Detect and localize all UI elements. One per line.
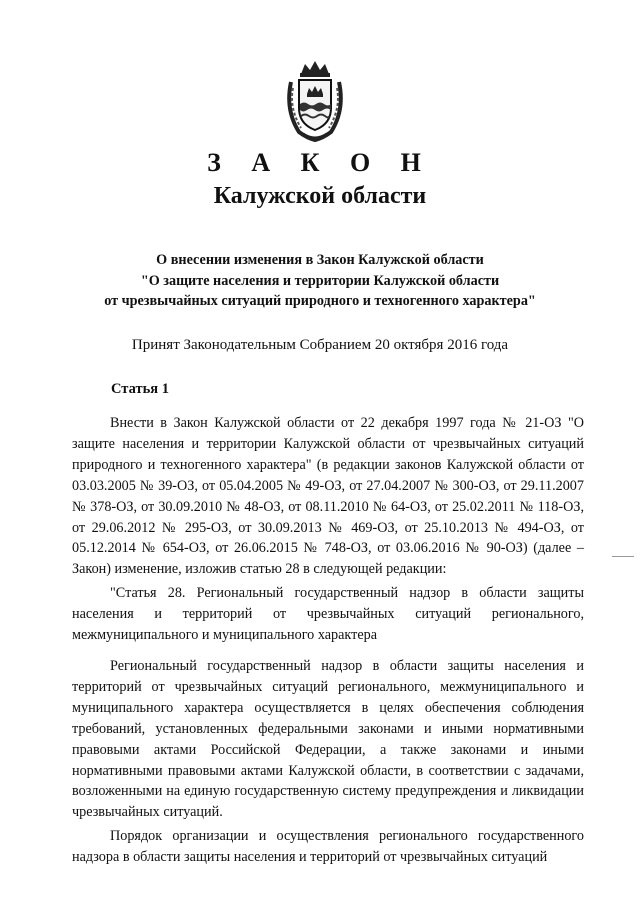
article-heading: Статья 1: [111, 381, 169, 397]
adoption-note: Принят Законодательным Собранием 20 октября 2016 года: [131, 337, 509, 353]
subject-line: от чрезвычайных ситуаций природного и техногенного характера": [104, 293, 536, 309]
subject-line: О внесении изменения в Закон Калужской области: [156, 252, 484, 268]
article-paragraph: Региональный государственный надзор в области защиты населения и территорий от чрезвычайных ситуаций регионального, межмуниципального и муниципального характера осуществляется в целях обеспечения соблюдения требований, установленных федеральными законами и иными нормативными правовыми актами Российской Федерации, а также законами и иными нормативными правовыми актами Калужской области, в соответствии с задачами, возложенными на единую государственную систему предупреждения и ликвидации чрезвычайных ситуаций.: [72, 657, 584, 821]
law-subject: [0, 250, 640, 312]
subject-line: "О защите населения и территории Калужской области: [140, 272, 500, 289]
document-region: Калужской области: [213, 183, 427, 209]
article-paragraph: Внести в Закон Калужской области от 22 декабря 1997 года № 21-ОЗ "О защите населения и территории Калужской области от чрезвычайных ситуаций природного и техногенного характера" (в редакции законов Калужской области от 03.03.2005 № 39-ОЗ, от 05.04.2005 № 49-ОЗ, от 27.04.2007 № 300-ОЗ, от 29.11.2007 № 378-ОЗ, от 30.09.2010 № 48-ОЗ, от 08.11.2010 № 64-ОЗ, от 25.02.2011 № 118-ОЗ, от 29.06.2012 № 295-ОЗ, от 30.09.2013 № 469-ОЗ, от 25.10.2013 № 494-ОЗ, от 05.12.2014 № 654-ОЗ, от 26.06.2015 № 748-ОЗ, от 03.06.2016 № 90-ОЗ) (далее – Закон) изменение, изложив статью 28 в следующей редакции:: [72, 415, 584, 578]
article-body: [72, 413, 584, 871]
article-paragraph: "Статья 28. Региональный государственный надзор в области защиты населения и территорий от чрезвычайных ситуаций регионального, межмуниципального и муниципального характера: [72, 585, 584, 644]
article-paragraph: Порядок организации и осуществления регионального государственного надзора в области защиты населения и территорий от чрезвычайных ситуаций: [72, 828, 584, 866]
document-title: З А К О Н: [207, 148, 433, 177]
scan-margin-mark: [612, 556, 634, 557]
coat-of-arms-icon: [283, 58, 347, 142]
